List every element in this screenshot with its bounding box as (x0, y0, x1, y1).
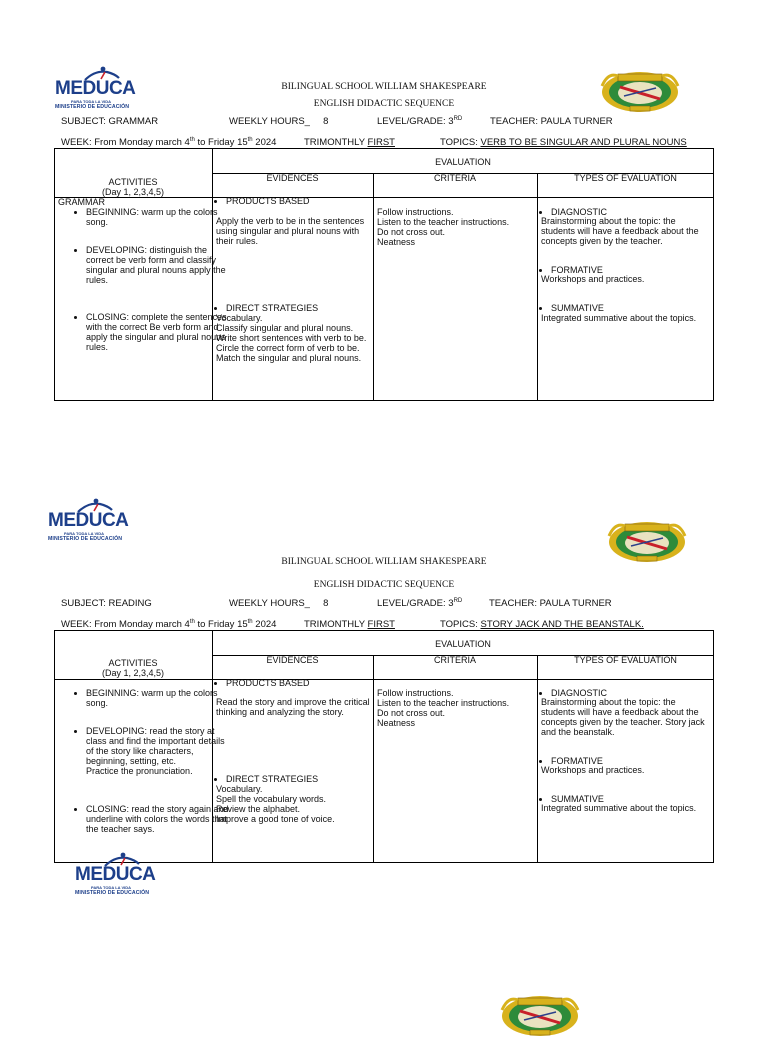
activities-list-3 (68, 312, 230, 352)
logo-ministry: MINISTERIO DE EDUCACIÓN (55, 104, 130, 110)
logo-word: MEDUCA (75, 864, 156, 885)
activities-list-2 (68, 726, 226, 776)
sequence-title: ENGLISH DIDACTIC SEQUENCE (313, 99, 455, 109)
types-header: TYPES OF EVALUATION (574, 173, 677, 183)
types-header: TYPES OF EVALUATION (574, 655, 677, 665)
list-item: • BEGINNING: warm up the colors song. (86, 207, 230, 227)
topics: TOPICS: STORY JACK AND THE BEANSTALK. (440, 619, 644, 630)
trimonthly: TRIMONTHLY FIRST (304, 619, 395, 630)
logo-tagline: PARA TODA LA VIDA (71, 99, 112, 104)
evidence-direct (208, 303, 386, 313)
evidences-header: EVIDENCES (266, 655, 319, 665)
list-item: • BEGINNING: warm up the colors song. (86, 688, 230, 708)
products-text: Read the story and improve the critical thinking and analyzing the story. (216, 697, 370, 718)
area-label: GRAMMAR (58, 197, 105, 207)
criteria-header: CRITERIA (433, 655, 476, 665)
diagnostic-text: Brainstorming about the topic: the students will have a feedback about the concepts given by the teacher. (541, 216, 699, 247)
list-item: • CLOSING: complete the sentences with the correct Be verb form and apply the singular and plural nouns rules. (86, 312, 230, 352)
evidence-products (208, 678, 386, 688)
criteria-lines: Follow instructions. Listen to the teacher instructions. Do not cross out. Neatness (377, 688, 510, 729)
school-name: BILINGUAL SCHOOL WILLIAM SHAKESPEARE (281, 557, 487, 567)
activities-header: ACTIVITIES (108, 177, 158, 187)
sequence-title: ENGLISH DIDACTIC SEQUENCE (313, 580, 455, 590)
type-summative (533, 303, 729, 313)
evidence-direct (208, 774, 386, 784)
list-item: • DIAGNOSTIC (551, 207, 729, 217)
list-item: • CLOSING: read the story again and underline with colors the words that the teacher says. (86, 804, 230, 834)
summative-text: Integrated summative about the topics. (541, 313, 697, 323)
direct-lines: Vocabulary. Classify singular and plural nouns. Write short sentences with verb to be. Circle the correct form of verb to be. Match the singular and plural nouns. (216, 313, 367, 364)
list-item: • FORMATIVE (551, 756, 729, 766)
subject: SUBJECT: GRAMMAR (61, 116, 159, 127)
evidences-header: EVIDENCES (266, 173, 319, 183)
meduca-logo (75, 852, 159, 898)
list-item: • SUMMATIVE (551, 794, 729, 804)
list-item: • DIRECT STRATEGIES (226, 774, 386, 784)
teacher: TEACHER: PAULA TURNER (490, 116, 613, 127)
subject: SUBJECT: READING (61, 598, 152, 609)
list-item: • DEVELOPING: read the story at class and find the important details of the story like characters, beginning, setting, etc. Practice the pronunciation. (86, 726, 226, 776)
list-item: • DIAGNOSTIC (551, 688, 729, 698)
list-item: • FORMATIVE (551, 265, 729, 275)
formative-text: Workshops and practices. (541, 274, 645, 284)
activities-list (68, 207, 230, 227)
school-crest-icon (500, 990, 580, 1040)
logo-tagline: PARA TODA LA VIDA (91, 885, 132, 890)
list-item: • DIRECT STRATEGIES (226, 303, 386, 313)
evaluation-header: EVALUATION (435, 639, 491, 649)
summative-text: Integrated summative about the topics. (541, 803, 697, 813)
products-text: Apply the verb to be in the sentences using singular and plural nouns with their rules. (216, 216, 365, 247)
evaluation-header: EVALUATION (435, 157, 491, 167)
activities-list-2 (68, 245, 226, 285)
topics: TOPICS: VERB TO BE SINGULAR AND PLURAL NOUNS (440, 137, 687, 148)
list-item: • PRODUCTS BASED (226, 196, 386, 206)
diagnostic-text: Brainstorming about the topic: the students will have a feedback about the concepts given by the teacher. Story jack and the beanstalk. (541, 697, 705, 738)
evidence-products (208, 196, 386, 206)
activities-header: ACTIVITIES (108, 658, 158, 668)
school-name: BILINGUAL SCHOOL WILLIAM SHAKESPEARE (281, 82, 487, 92)
direct-lines: Vocabulary. Spell the vocabulary words. Review the alphabet. Improve a good tone of voice. (216, 784, 335, 825)
week-range: WEEK: From Monday march 4th to Friday 15th 2024 (61, 136, 277, 148)
list-item: • DEVELOPING: distinguish the correct be verb form and classify singular and plural nouns apply the rules. (86, 245, 226, 285)
formative-text: Workshops and practices. (541, 765, 645, 775)
days-label: (Day 1, 2,3,4,5) (101, 187, 165, 197)
days-label: (Day 1, 2,3,4,5) (101, 668, 165, 678)
logo-tagline: PARA TODA LA VIDA (64, 531, 105, 536)
weekly-hours: WEEKLY HOURS_ 8 (229, 598, 329, 609)
week-range: WEEK: From Monday march 4th to Friday 15th 2024 (61, 618, 277, 630)
activities-list-3 (68, 804, 230, 834)
list-item: • SUMMATIVE (551, 303, 729, 313)
weekly-hours: WEEKLY HOURS_ 8 (229, 116, 329, 127)
logo-ministry: MINISTERIO DE EDUCACIÓN (48, 536, 123, 542)
level-grade: LEVEL/GRADE: 3RD (377, 115, 463, 127)
level-grade: LEVEL/GRADE: 3RD (377, 597, 463, 609)
activities-list (68, 688, 230, 708)
meduca-logo (48, 498, 132, 544)
logo-ministry: MINISTERIO DE EDUCACIÓN (75, 890, 150, 896)
list-item: • PRODUCTS BASED (226, 678, 386, 688)
logo-word: MEDUCA (55, 78, 136, 99)
teacher: TEACHER: PAULA TURNER (489, 598, 612, 609)
criteria-header: CRITERIA (433, 173, 476, 183)
logo-word: MEDUCA (48, 510, 129, 531)
criteria-lines: Follow instructions. Listen to the teacher instructions. Do not cross out. Neatness (377, 207, 510, 248)
trimonthly: TRIMONTHLY FIRST (304, 137, 395, 148)
